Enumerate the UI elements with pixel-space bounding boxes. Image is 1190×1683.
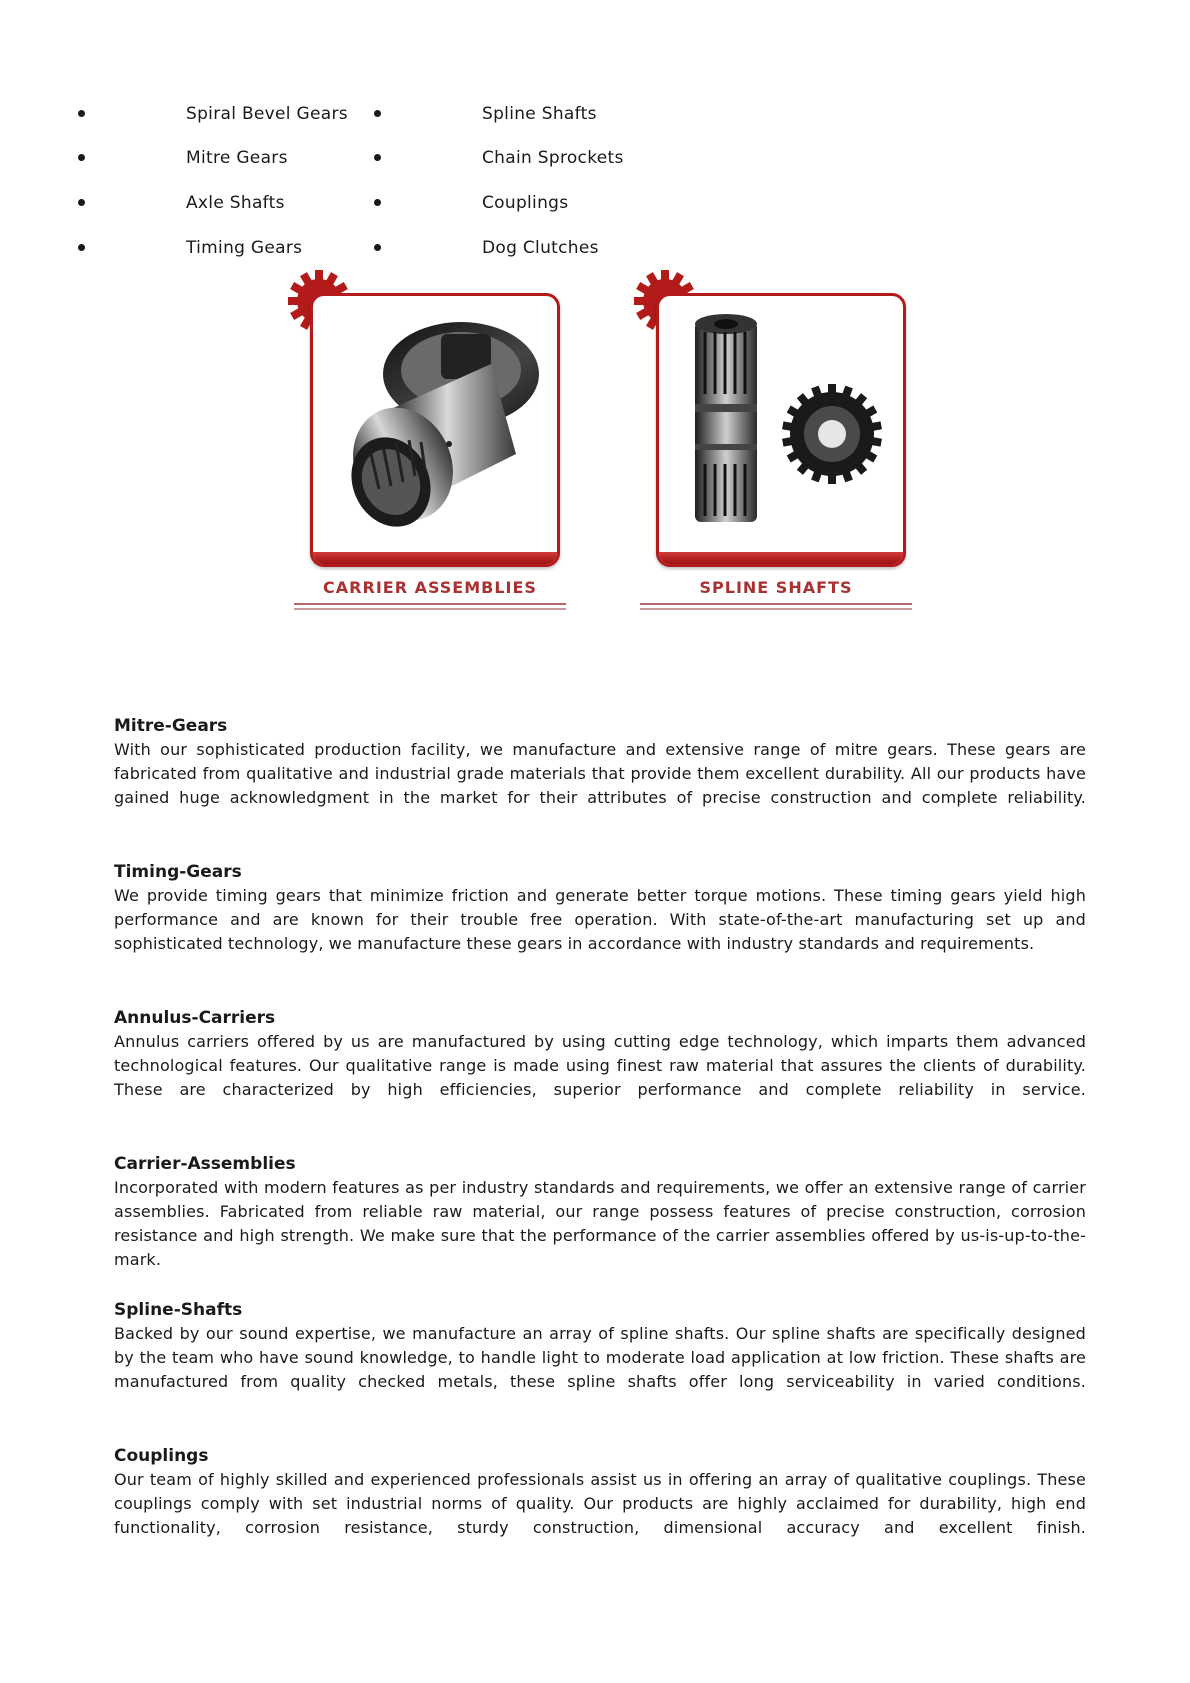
bullet-dot	[78, 199, 85, 206]
product-label: SPLINE SHAFTS	[699, 578, 853, 597]
carrier-assembly-image	[321, 304, 549, 544]
bullet-dot	[374, 154, 381, 161]
product-image-frame	[656, 293, 906, 567]
section-annulus-carriers	[114, 1006, 1086, 1102]
product-bullet-list	[0, 0, 1190, 260]
section-title: Annulus-Carriers	[114, 1008, 276, 1028]
label-underline	[294, 608, 566, 610]
bullet-item: Dog Clutches	[482, 238, 599, 258]
product-label: CARRIER ASSEMBLIES	[323, 578, 537, 597]
spline-shaft-image	[667, 304, 895, 544]
bullet-item: Chain Sprockets	[482, 148, 624, 168]
bullet-dot	[374, 199, 381, 206]
section-mitre-gears	[114, 714, 1086, 810]
bullet-dot	[78, 110, 85, 117]
section-body: Annulus carriers offered by us are manufactured by using cutting edge technology, which imparts them advanced technological features. Our qualitative range is made using finest raw material that assures the clients of durability. These are characterized by high efficiencies, superior performance and complete reliability in service.	[114, 1032, 1086, 1099]
section-couplings	[114, 1444, 1086, 1540]
section-spline-shafts	[114, 1298, 1086, 1394]
section-title: Couplings	[114, 1446, 209, 1466]
spline-shafts-card	[640, 278, 912, 608]
section-timing-gears	[114, 860, 1086, 956]
bullet-item: Spiral Bevel Gears	[186, 104, 348, 124]
bullet-dot	[374, 110, 381, 117]
section-title: Spline-Shafts	[114, 1300, 243, 1320]
section-body: With our sophisticated production facility, we manufacture and extensive range of mitre gears. These gears are fabricated from qualitative and industrial grade materials that provide them excellent durability. All our products have gained huge acknowledgment in the market for their attributes of precise construction and complete reliability.	[114, 740, 1086, 807]
section-title: Timing-Gears	[114, 862, 242, 882]
label-underline	[640, 603, 912, 605]
bullet-dot	[78, 154, 85, 161]
bullet-item: Spline Shafts	[482, 104, 597, 124]
bullet-item: Couplings	[482, 193, 569, 213]
section-body: We provide timing gears that minimize friction and generate better torque motions. These timing gears yield high performance and are known for their trouble free operation. With state-of-the-art manufacturing set up and sophisticated technology, we manufacture these gears in accordance with industry standards and requirements.	[114, 886, 1086, 953]
section-title: Mitre-Gears	[114, 716, 228, 736]
section-carrier-assemblies	[114, 1152, 1086, 1272]
section-title: Carrier-Assemblies	[114, 1154, 296, 1174]
bullet-dot	[374, 244, 381, 251]
bullet-item: Mitre Gears	[186, 148, 288, 168]
bullet-item: Timing Gears	[186, 238, 303, 258]
label-underline	[640, 608, 912, 610]
section-body: Our team of highly skilled and experienced professionals assist us in offering an array of qualitative couplings. These couplings comply with set industrial norms of quality. Our products are highly acclaimed for durability, high end functionality, corrosion resistance, sturdy construction, dimensional accuracy and excellent finish.	[114, 1470, 1086, 1537]
bullet-dot	[78, 244, 85, 251]
section-body: Incorporated with modern features as per industry standards and requirements, we offer an extensive range of carrier assemblies. Fabricated from reliable raw material, our range possess features of precise construction, corrosion resistance and high strength. We make sure that the performance of the carrier assemblies offered by us-is-up-to-the-mark.	[114, 1178, 1086, 1269]
label-underline	[294, 603, 566, 605]
section-body: Backed by our sound expertise, we manufacture an array of spline shafts. Our spline shafts are specifically designed by the team who have sound knowledge, to handle light to moderate load application at low friction. These shafts are manufactured from quality checked metals, these spline shafts offer long serviceability in varied conditions.	[114, 1324, 1086, 1391]
carrier-assemblies-card	[294, 278, 566, 608]
bullet-item: Axle Shafts	[186, 193, 285, 213]
product-image-frame	[310, 293, 560, 567]
